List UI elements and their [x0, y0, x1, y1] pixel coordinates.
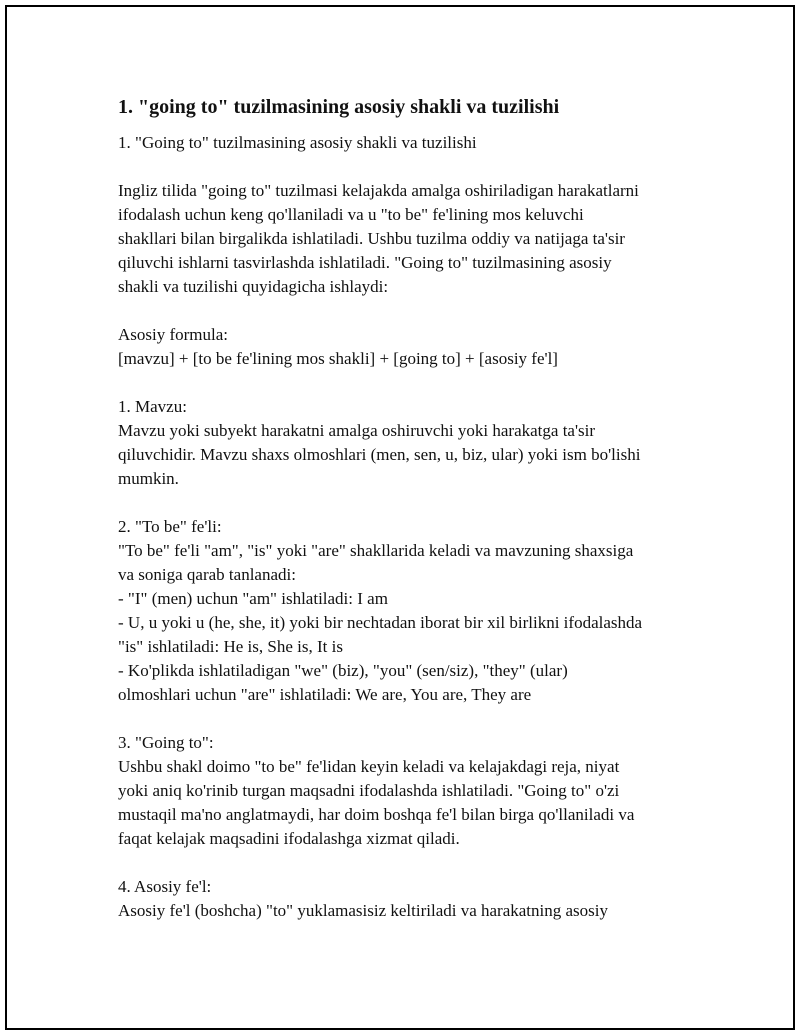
section-to-be	[118, 515, 718, 707]
text-line: Ushbu shakl doimo "to be" fe'lidan keyin keladi va kelajakdagi reja, niyat	[118, 757, 620, 776]
section-mavzu	[118, 395, 718, 491]
section-going-to	[118, 731, 718, 851]
intro-paragraph	[118, 179, 718, 299]
section-title: 4. Asosiy fe'l:	[118, 877, 212, 896]
list-item: - "I" (men) uchun "am" ishlatiladi: I am	[118, 589, 388, 608]
list-item: - U, u yoki u (he, she, it) yoki bir nechtadan iborat bir xil birlikni ifodalashda	[118, 613, 643, 632]
text-line: yoki aniq ko'rinib turgan maqsadni ifodalashda ishlatiladi. "Going to" o'zi	[118, 781, 620, 800]
text-line: Asosiy fe'l (boshcha) "to" yuklamasisiz keltiriladi va harakatning asosiy	[118, 901, 608, 920]
paragraph-gap	[118, 155, 718, 179]
paragraph-gap	[118, 371, 718, 395]
text-line: olmoshlari uchun "are" ishlatiladi: We are, You are, They are	[118, 685, 532, 704]
text-line: ifodalash uchun keng qo'llaniladi va u "to be" fe'lining mos keluvchi	[118, 205, 584, 224]
formula-text: [mavzu] + [to be fe'lining mos shakli] + [going to] + [asosiy fe'l]	[118, 349, 558, 368]
text-line: shakli va tuzilishi quyidagicha ishlaydi:	[118, 277, 389, 296]
section-title: 1. Mavzu:	[118, 397, 187, 416]
text-line: mumkin.	[118, 469, 179, 488]
subheading: 1. "Going to" tuzilmasining asosiy shakli va tuzilishi	[118, 133, 477, 152]
formula-paragraph	[118, 323, 718, 371]
paragraph-gap	[118, 851, 718, 875]
text-line: va soniga qarab tanlanadi:	[118, 565, 296, 584]
text-line: shakllari bilan birgalikda ishlatiladi. Ushbu tuzilma oddiy va natijaga ta'sir	[118, 229, 625, 248]
text-line: faqat kelajak maqsadini ifodalashga xizmat qiladi.	[118, 829, 460, 848]
text-line: qiluvchi ishlarni tasvirlashda ishlatiladi. "Going to" tuzilmasining asosiy	[118, 253, 612, 272]
paragraph-gap	[118, 491, 718, 515]
document-body	[118, 94, 718, 923]
list-item: - Ko'plikda ishlatiladigan "we" (biz), "you" (sen/siz), "they" (ular)	[118, 661, 568, 680]
document-heading: 1. "going to" tuzilmasining asosiy shakli va tuzilishi	[118, 96, 560, 118]
section-title: 2. "To be" fe'li:	[118, 517, 222, 536]
section-asosiy-fel	[118, 875, 718, 923]
text-line: Mavzu yoki subyekt harakatni amalga oshiruvchi yoki harakatga ta'sir	[118, 421, 596, 440]
text-line: mustaqil ma'no anglatmaydi, har doim boshqa fe'l bilan birga qo'llaniladi va	[118, 805, 635, 824]
paragraph-gap	[118, 707, 718, 731]
text-line: "To be" fe'li "am", "is" yoki "are" shakllarida keladi va mavzuning shaxsiga	[118, 541, 634, 560]
text-line: Ingliz tilida "going to" tuzilmasi kelajakda amalga oshiriladigan harakatlarni	[118, 181, 639, 200]
text-line: qiluvchidir. Mavzu shaxs olmoshlari (men, sen, u, biz, ular) yoki ism bo'lishi	[118, 445, 641, 464]
section-title: 3. "Going to":	[118, 733, 214, 752]
paragraph-gap	[118, 299, 718, 323]
formula-label: Asosiy formula:	[118, 325, 229, 344]
text-line: "is" ishlatiladi: He is, She is, It is	[118, 637, 343, 656]
